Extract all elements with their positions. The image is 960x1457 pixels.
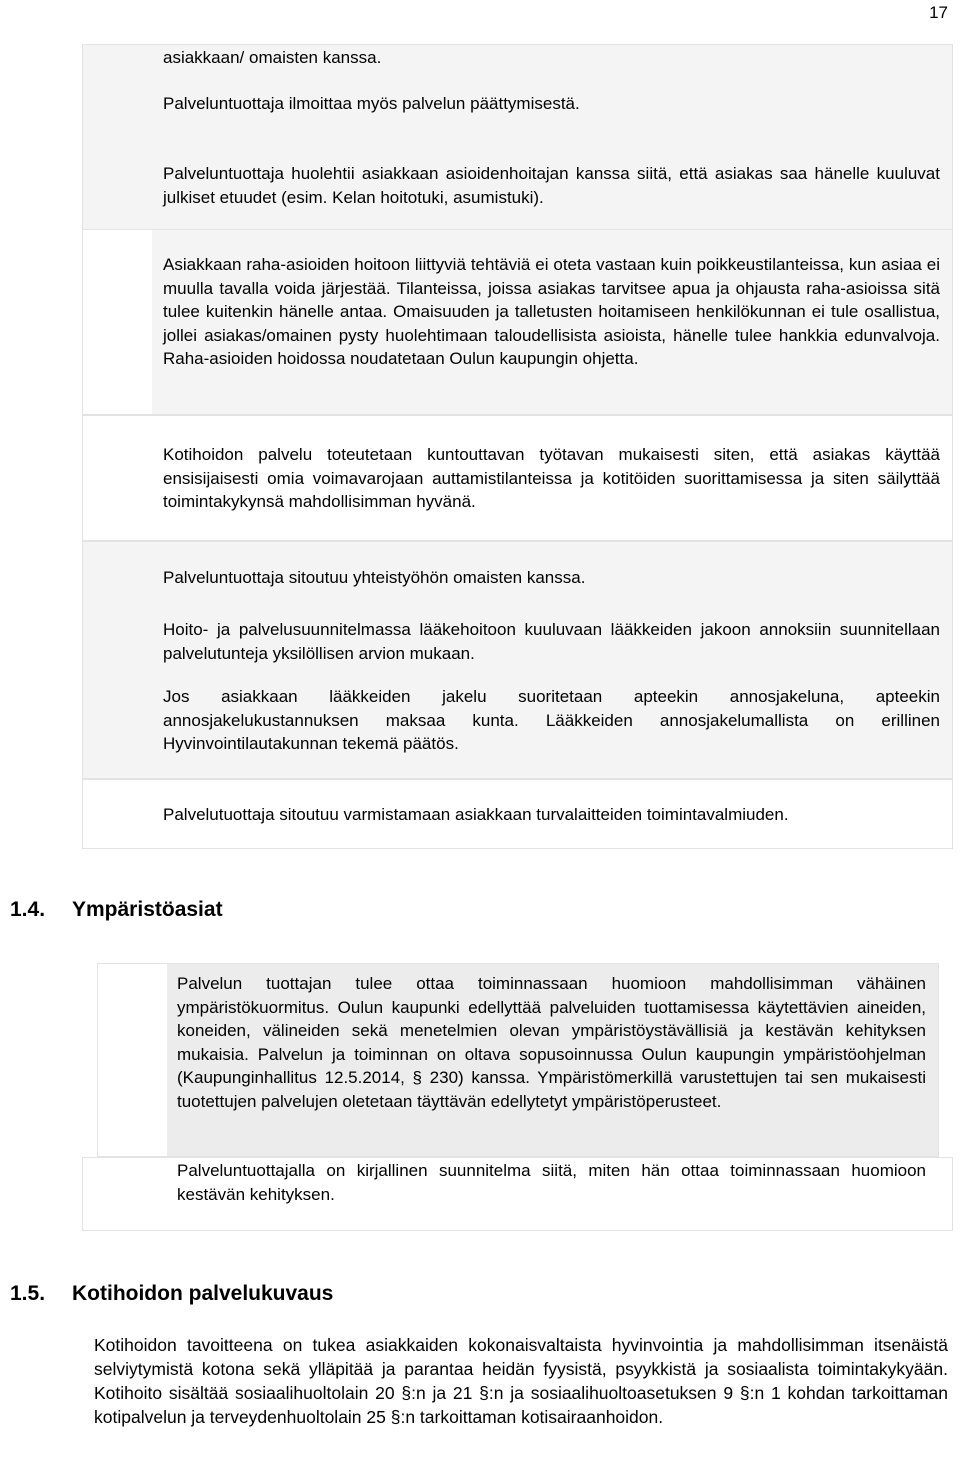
requirement-box-2-label-col — [82, 229, 152, 415]
paragraph: Asiakkaan raha-asioiden hoitoon liittyviä tehtäviä ei oteta vastaan kuin poikkeustilanteissa, kun asiaa ei muulla tavalla voida järjestää. Tilanteissa, joissa asiakas tarvitsee apua ja ohjausta raha-asioissa sitä tulee kuitenkin hänelle antaa. Omaisuuden ja talletusten hoitamiseen henkilökunnan ei tule osallistua, jollei asiakas/omainen pysty huolehtimaan taloudellisista asioista, hänelle tulee hankkia edunvalvoja. Raha-asioiden hoidossa noudatetaan Oulun kaupungin ohjetta. — [163, 255, 940, 368]
paragraph: Palveluntuottajalla on kirjallinen suunnitelma siitä, miten hän ottaa toiminnassaan huomioon kestävän kehityksen. — [177, 1161, 926, 1204]
section-heading — [10, 897, 223, 923]
paragraph: Kotihoidon palvelu toteutetaan kuntouttavan työtavan mukaisesti siten, että asiakas käyttää ensisijaisesti omia voimavarojaan auttamistilanteissa ja kotitöiden suorittamisessa ja siten säilyttää toimintakykynsä mahdollisimman hyvänä. — [163, 445, 940, 511]
paragraph: Hoito- ja palvelusuunnitelmassa lääkehoitoon kuuluvaan lääkkeiden jakoon annoksiin suunnitellaan palvelutunteja yksilöllisen arvion mukaan. — [163, 620, 940, 663]
paragraph: Palvelun tuottajan tulee ottaa toiminnassaan huomioon mahdollisimman vähäinen ympäristökuormitus. Oulun kaupunki edellyttää palveluiden tuottamisessa käytettävien aineiden, koneiden, välineiden sekä menetelmien olevan ympäristöystävällisiä ja kestävän kehityksen mukaisia. Palvelun ja toiminnan on oltava sopusoinnussa Oulun kaupungin ympäristöohjelman (Kaupunginhallitus 12.5.2014, § 230) kanssa. Ympäristömerkillä varustettujen tai sen mukaisesti tuotettujen palvelujen oletetaan täyttävän edellytetyt ympäristöperusteet. — [177, 974, 926, 1111]
paragraph: asiakkaan/ omaisten kanssa. — [163, 48, 382, 67]
environment-box-1-label-col — [97, 963, 167, 1157]
paragraph: Kotihoidon tavoitteena on tukea asiakkaiden kokonaisvaltaista hyvinvointia ja mahdollisimman itsenäistä selviytymistä kotona sekä ylläpitää ja parantaa heidän fyysistä, psyykkistä ja sosiaalista toimintakykyään. Kotihoito sisältää sosiaalihuoltolain 20 §:n ja 21 §:n ja sosiaalihuoltoasetuksen 9 §:n 1 kohdan tarkoittaman kotipalvelun ja terveydenhuoltolain 25 §:n tarkoittaman kotisairaanhoidon. — [94, 1335, 948, 1427]
paragraph: Jos asiakkaan lääkkeiden jakelu suoritetaan apteekin annosjakeluna, apteekin annosjakelukustannuksen maksaa kunta. Lääkkeiden annosjakelumallista on erillinen Hyvinvointilautakunnan tekemä päätös. — [163, 687, 940, 753]
page-number: 17 — [929, 3, 948, 22]
section-heading — [10, 1281, 333, 1307]
paragraph: Palvelutuottaja sitoutuu varmistamaan asiakkaan turvalaitteiden toimintavalmiuden. — [163, 805, 789, 824]
paragraph: Palveluntuottaja sitoutuu yhteistyöhön omaisten kanssa. — [163, 568, 586, 587]
section-title: Ympäristöasiat — [72, 898, 223, 921]
paragraph: Palveluntuottaja huolehtii asiakkaan asioidenhoitajan kanssa siitä, että asiakas saa hänelle kuuluvat julkiset etuudet (esim. Kelan hoitotuki, asumistuki). — [163, 164, 940, 207]
section-title: Kotihoidon palvelukuvaus — [72, 1282, 334, 1305]
section-number: 1.4. — [10, 898, 46, 921]
paragraph: Palveluntuottaja ilmoittaa myös palvelun päättymisestä. — [163, 94, 580, 113]
section-number: 1.5. — [10, 1282, 46, 1305]
